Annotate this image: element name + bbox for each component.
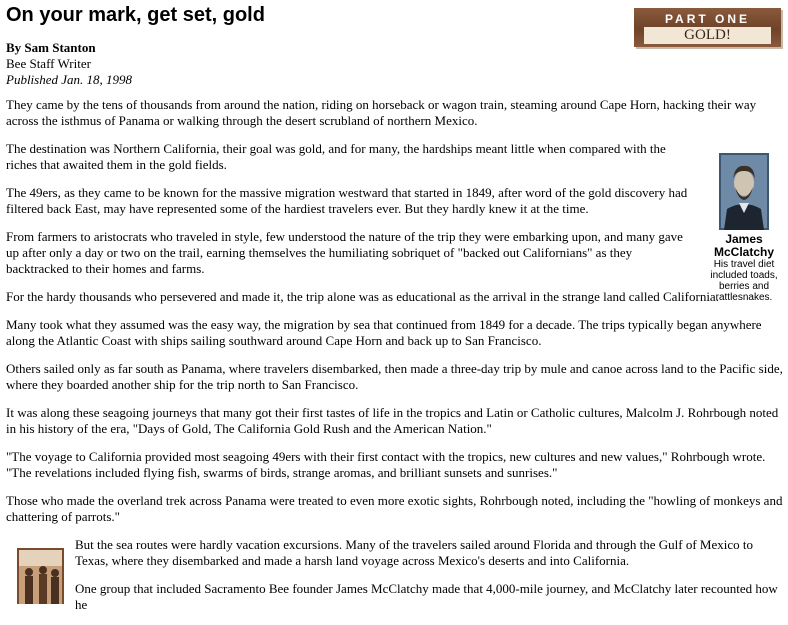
part-one-gold-banner (634, 8, 781, 47)
article-headline: On your mark, get set, gold (6, 4, 265, 26)
byline-role: Bee Staff Writer (6, 56, 91, 71)
paragraph: The 49ers, as they came to be known for the massive migration westward that started in 1849, after word of the gold discovery had filtered back East, may have represented some of the hardiest travelers ever. But they hardly knew it at the time. (6, 185, 688, 216)
historic-photo-thumbnail (17, 548, 64, 604)
byline-author: By Sam Stanton (6, 40, 96, 55)
paragraph: For the hardy thousands who persevered and made it, the trip alone was as educational as the arrival in the strange land called California. (6, 289, 719, 304)
paragraph: They came by the tens of thousands from around the nation, riding on horseback or wagon train, steaming around Cape Horn, hacking their way across the isthmus of Panama or walking through the desert scrubland of northern Mexico. (6, 97, 757, 128)
sidebar-name: James McClatchy (713, 232, 775, 259)
paragraph: Others sailed only as far south as Panama, where travelers disembarked, then made a three-day trip by mule and canoe across land to the Pacific side, where they boarded another ship for the trip north to San Francisco. (6, 361, 783, 392)
paragraph: One group that included Sacramento Bee founder James McClatchy made that 4,000-mile journey, and McClatchy later recounted how he (75, 581, 778, 612)
paragraph: "The voyage to California provided most seagoing 49ers with their first contact with the tropics, new cultures and new values," Rohrbough wrote. "The revelations included flying fish, swarms of birds, strange aromas, and brilliant sunsets and sunrises." (6, 449, 766, 480)
paragraph: But the sea routes were hardly vacation excursions. Many of the travelers sailed around Florida and through the Gulf of Mexico to Texas, where they disembarked and made a harsh land voyage across Mexico's deserts and into California. (75, 537, 753, 568)
paragraph: From farmers to aristocrats who traveled in style, few understood the nature of the trip they were embarking upon, and many gave up after only a day or two on the trail, earning themselves the humiliating sobriquet of "backed out Californians" as they backtracked to their homes and farms. (6, 229, 683, 276)
paragraph: Those who made the overland trek across Panama were treated to even more exotic sights, Rohrbough noted, including the "howling of monkeys and chattering of parrots." (6, 493, 783, 524)
banner-title: GOLD! (644, 27, 771, 44)
article-body (6, 97, 784, 625)
byline (6, 40, 132, 88)
paragraph: Many took what they assumed was the easy way, the migration by sea that continued from 1849 for a decade. The trips typically began anywhere along the Atlantic Coast with ships sailing southward around Cape Horn and back up to San Francisco. (6, 317, 762, 348)
paragraph: It was along these seagoing journeys that many got their first tastes of life in the tropics and Latin or Catholic cultures, Malcolm J. Rohrbough noted in his history of the era, "Days of Gold, The California Gold Rush and the American Nation." (6, 405, 779, 436)
paragraph: The destination was Northern California, their goal was gold, and for many, the hardships meant little when compared with the riches that awaited them in the gold fields. (6, 141, 666, 172)
sidebar-caption: His travel diet included toads, berries and rattlesnakes. (710, 259, 778, 303)
banner-part-label: PART ONE (664, 12, 751, 26)
publish-date: Published Jan. 18, 1998 (6, 72, 133, 87)
